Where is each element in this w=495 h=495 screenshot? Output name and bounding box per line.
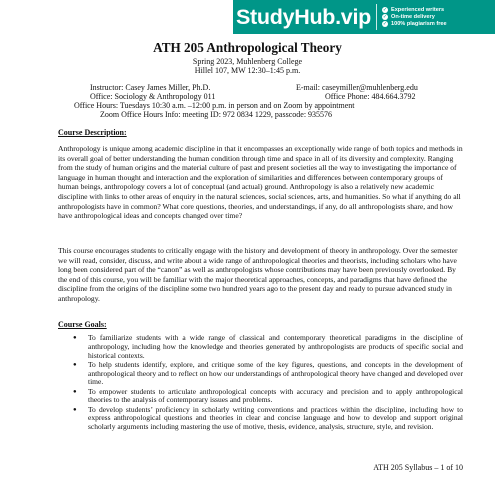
office-hours: Office Hours: Tuesdays 10:30 a.m. –12:00 p.m. in person and on Zoom by appointment xyxy=(74,101,355,110)
course-term: Spring 2023, Muhlenberg College xyxy=(192,57,303,66)
check-icon: ✓ xyxy=(382,14,388,20)
banner-features xyxy=(382,7,447,27)
banner-feature xyxy=(382,7,447,13)
course-location: Hillel 107, MW 12:30–1:45 p.m. xyxy=(194,66,301,75)
description-paragraph: Anthropology is unique among academic discipline in that it encompasses an exceptionally wide range of both topics and methods in its overall goal of better understanding the human condition through time and space in all of its diversity and complexity. Ranging from the study of human origins and the material culture of past and present societies all the way to investigating the importance of language in human thought and interaction and the exploration of similarities and differences between contemporary groups of human beings, anthropology covers a lot of conceptual (and actual) ground. Anthropology is also a relatively new academic discipline with links to other areas of enquiry in the natural sciences, social sciences, arts, and humanities. So what if anything do all anthropologists have in common? What core questions, theories, and understandings, if any, do all anthropologists share, and how have anthropological ideas and concepts changed over time? xyxy=(58,144,463,221)
check-icon: ✓ xyxy=(382,7,388,13)
goal-text: To familiarize students with a wide range of classical and contemporary theoretical paradigms in the discipline of anthropology, including how the knowledge and theories generated by anthropologists are products of specific social and historical contexts. xyxy=(88,333,463,360)
list-item xyxy=(58,334,463,360)
banner-feature-label: 100% plagiarism free xyxy=(390,21,447,27)
goals-heading: Course Goals: xyxy=(58,320,107,329)
banner-feature xyxy=(382,21,447,27)
banner-feature xyxy=(382,14,447,20)
goals-list xyxy=(58,334,463,432)
bullet-icon: ● xyxy=(73,335,77,341)
course-title: ATH 205 Anthropological Theory xyxy=(153,40,342,55)
list-item xyxy=(58,388,463,406)
goal-text: To help students identify, explore, and critique some of the key figures, questions, and concepts in the development of anthropological theory and to reflect on how our understandings of anthropological theory have changed and developed over time. xyxy=(88,359,463,387)
list-item xyxy=(58,406,463,432)
check-icon: ✓ xyxy=(382,21,388,27)
studyhub-banner[interactable] xyxy=(233,0,495,34)
bullet-icon: ● xyxy=(73,388,77,395)
banner-divider xyxy=(376,4,377,30)
office-location: Office: Sociology & Anthropology 011 xyxy=(90,92,216,101)
studyhub-logo: StudyHub.vip xyxy=(236,4,371,29)
description-paragraph: This course encourages students to critically engage with the history and development of theory in anthropology. Over the semester we will read, consider, discuss, and write about a wide range of anthropological theories and theorists, including scholars who have long been considered part of the “canon” as well as anthropologists whose contributions may have been previously overlooked. By the end of this course, you will be familiar with the major theoretical approaches, concepts, and paradigms that have defined the discipline from the origins of the discipline some two hundred years ago to the present day and ready to pursue advanced study in anthropology. xyxy=(58,246,458,303)
goal-text: To empower students to articulate anthropological concepts with accuracy and precision and to apply anthropological theories to the analysis of contemporary issues and problems. xyxy=(88,386,463,405)
description-heading: Course Description: xyxy=(58,128,127,137)
banner-feature-label: On-time delivery xyxy=(390,14,435,20)
zoom-info: Zoom Office Hours Info: meeting ID: 972 0834 1229, passcode: 935576 xyxy=(100,110,333,119)
bullet-icon: ● xyxy=(73,406,77,413)
banner-feature-label: Experienced writers xyxy=(390,7,445,13)
bullet-icon: ● xyxy=(73,361,77,368)
list-item xyxy=(58,361,463,387)
instructor-email: E-mail: caseymiller@muhlenberg.edu xyxy=(296,83,418,92)
instructor-name: Instructor: Casey James Miller, Ph.D. xyxy=(90,83,211,92)
page-footer: ATH 205 Syllabus – 1 of 10 xyxy=(373,463,463,472)
office-phone: Office Phone: 484.664.3792 xyxy=(325,92,416,101)
goal-text: To develop students’ proficiency in scholarly writing conventions and practices within the discipline, including how to express anthropological questions and theories in clear and concise language and how to develop and support original scholarly arguments including mastering the use of motive, thesis, evidence, analysis, structure, style, and revision. xyxy=(88,404,463,432)
